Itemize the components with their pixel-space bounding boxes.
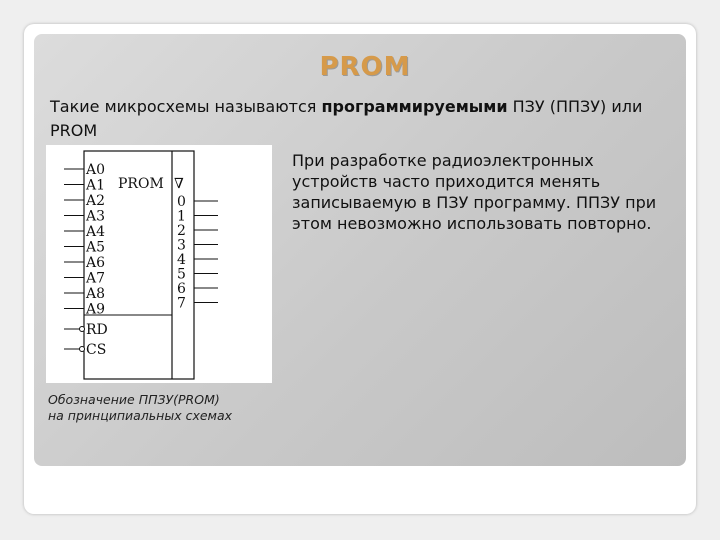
address-pin-label: A8 — [86, 286, 106, 302]
output-symbol: ∇ — [174, 176, 184, 192]
intro-text-end: ПЗУ (ППЗУ) или PROM — [50, 97, 643, 140]
address-pin-label: A1 — [86, 177, 106, 194]
control-pin-label: RD — [86, 322, 108, 338]
intro-text-bold: программируемыми — [321, 97, 508, 116]
address-pin-label: A9 — [86, 301, 106, 318]
address-pin-label: A3 — [86, 208, 106, 225]
address-pin-label: A0 — [86, 162, 106, 178]
data-pin-label: 4 — [177, 252, 186, 268]
control-pin-label: CS — [86, 342, 107, 358]
data-pin-label: 2 — [177, 223, 186, 239]
data-pin-label: 7 — [177, 295, 186, 312]
intro-text — [50, 95, 650, 143]
caption-line-2: на принципиальных схемах — [48, 408, 233, 423]
body-paragraph: При разработке радиоэлектронных устройств часто приходится менять записываемую в ПЗУ программу. ППЗУ при этом невозможно использовать повторно. — [292, 151, 657, 233]
intro-text-start: Такие микросхемы называются — [50, 97, 322, 116]
address-pin-label: A7 — [86, 270, 106, 287]
address-pin-label: A4 — [86, 224, 106, 240]
caption-line-1: Обозначение ППЗУ(PROM) — [48, 392, 220, 407]
address-pin-label: A6 — [86, 255, 106, 271]
prom-schematic — [46, 145, 272, 383]
data-pin-label: 6 — [177, 281, 186, 297]
data-pins — [177, 194, 218, 312]
inversion-bubble — [80, 347, 85, 352]
address-pin-label: A2 — [86, 193, 106, 209]
prom-schematic-svg — [46, 145, 272, 383]
slide-title: PROM — [319, 52, 411, 82]
inversion-bubble — [80, 327, 85, 332]
data-pin-label: 0 — [177, 194, 186, 210]
address-pin-label: A5 — [86, 239, 106, 256]
chip-label: PROM — [118, 176, 164, 192]
data-pin-label: 3 — [177, 237, 186, 254]
diagram-caption — [48, 392, 288, 424]
control-pins — [64, 322, 108, 358]
data-pin-label: 1 — [177, 208, 186, 225]
data-pin-label: 5 — [177, 266, 186, 283]
